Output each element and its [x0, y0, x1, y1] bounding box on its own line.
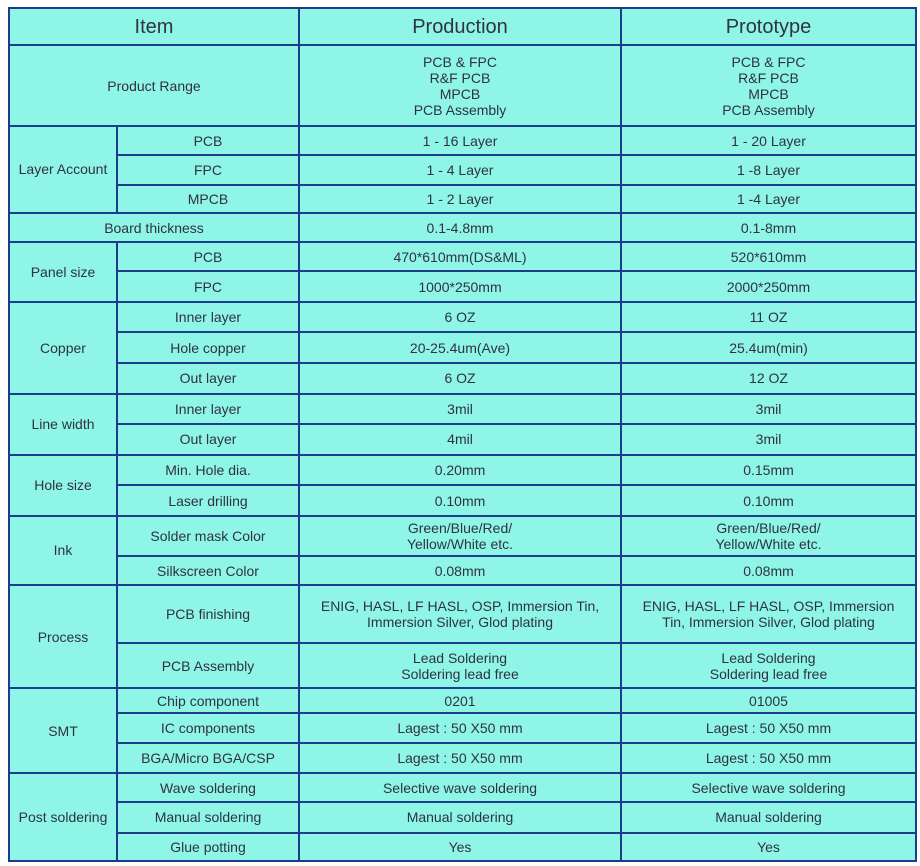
sub-item-label: Out layer	[117, 363, 299, 393]
prototype-value: 1 -4 Layer	[621, 185, 916, 213]
prototype-value: 12 OZ	[621, 363, 916, 393]
product-range-label: Product Range	[9, 45, 299, 126]
production-value: Yes	[299, 833, 621, 861]
prototype-value: Yes	[621, 833, 916, 861]
sub-item-label: Glue potting	[117, 833, 299, 861]
production-value: 20-25.4um(Ave)	[299, 332, 621, 363]
header-production: Production	[299, 8, 621, 45]
table-row	[9, 643, 916, 688]
prototype-value: 3mil	[621, 424, 916, 455]
prototype-value: Lagest : 50 X50 mm	[621, 743, 916, 773]
header-item: Item	[9, 8, 299, 45]
production-value: 0201	[299, 688, 621, 713]
production-value: 470*610mm(DS&ML)	[299, 242, 621, 271]
panel-size-label: Panel size	[9, 242, 117, 302]
production-value: 0.1-4.8mm	[299, 213, 621, 242]
prototype-value: 520*610mm	[621, 242, 916, 271]
production-value: 0.20mm	[299, 455, 621, 485]
production-value: Lagest : 50 X50 mm	[299, 743, 621, 773]
prototype-value: 0.1-8mm	[621, 213, 916, 242]
production-value: 4mil	[299, 424, 621, 455]
prototype-value: PCB & FPC R&F PCB MPCB PCB Assembly	[621, 45, 916, 126]
table-row	[9, 802, 916, 832]
board-thickness-label: Board thickness	[9, 213, 299, 242]
table-row	[9, 45, 916, 126]
table-row	[9, 455, 916, 485]
prototype-value: Selective wave soldering	[621, 773, 916, 802]
production-value: 1000*250mm	[299, 271, 621, 301]
layer-account-label: Layer Account	[9, 126, 117, 213]
production-value: Selective wave soldering	[299, 773, 621, 802]
prototype-value: Lagest : 50 X50 mm	[621, 713, 916, 742]
sub-item-label: Inner layer	[117, 394, 299, 424]
sub-item-label: BGA/Micro BGA/CSP	[117, 743, 299, 773]
sub-item-label: Chip component	[117, 688, 299, 713]
production-value: Green/Blue/Red/ Yellow/White etc.	[299, 516, 621, 556]
sub-item-label: Laser drilling	[117, 485, 299, 515]
header-row	[9, 8, 916, 45]
prototype-value: 0.10mm	[621, 485, 916, 515]
prototype-value: 3mil	[621, 394, 916, 424]
table-row	[9, 556, 916, 585]
prototype-value: 01005	[621, 688, 916, 713]
table-row	[9, 485, 916, 515]
table-row	[9, 213, 916, 242]
smt-label: SMT	[9, 688, 117, 773]
prototype-value: 0.15mm	[621, 455, 916, 485]
production-value: Manual soldering	[299, 802, 621, 832]
production-value: ENIG, HASL, LF HASL, OSP, Immersion Tin, Immersion Silver, Glod plating	[299, 585, 621, 643]
prototype-value: ENIG, HASL, LF HASL, OSP, Immersion Tin, Immersion Silver, Glod plating	[621, 585, 916, 643]
table-row	[9, 271, 916, 301]
sub-item-label: Manual soldering	[117, 802, 299, 832]
production-value: 0.10mm	[299, 485, 621, 515]
table-row	[9, 185, 916, 213]
prototype-value: 11 OZ	[621, 302, 916, 332]
prototype-value: 0.08mm	[621, 556, 916, 585]
table-row	[9, 688, 916, 713]
production-value: PCB & FPC R&F PCB MPCB PCB Assembly	[299, 45, 621, 126]
prototype-value: Manual soldering	[621, 802, 916, 832]
sub-item-label: PCB finishing	[117, 585, 299, 643]
table-row	[9, 302, 916, 332]
table-row	[9, 713, 916, 742]
prototype-value: Lead Soldering Soldering lead free	[621, 643, 916, 688]
table-row	[9, 332, 916, 363]
sub-item-label: FPC	[117, 155, 299, 184]
sub-item-label: Wave soldering	[117, 773, 299, 802]
table-row	[9, 424, 916, 455]
sub-item-label: PCB	[117, 242, 299, 271]
table-row	[9, 126, 916, 155]
hole-size-label: Hole size	[9, 455, 117, 516]
table-row	[9, 394, 916, 424]
production-value: 1 - 2 Layer	[299, 185, 621, 213]
process-label: Process	[9, 585, 117, 688]
production-value: 6 OZ	[299, 363, 621, 393]
production-value: 6 OZ	[299, 302, 621, 332]
table-row	[9, 773, 916, 802]
post-soldering-label: Post soldering	[9, 773, 117, 861]
prototype-value: 1 -8 Layer	[621, 155, 916, 184]
specification-table	[8, 7, 917, 862]
sub-item-label: Inner layer	[117, 302, 299, 332]
table-row	[9, 516, 916, 556]
table-row	[9, 242, 916, 271]
line-width-label: Line width	[9, 394, 117, 456]
sub-item-label: IC components	[117, 713, 299, 742]
production-value: Lagest : 50 X50 mm	[299, 713, 621, 742]
table-row	[9, 833, 916, 861]
production-value: 1 - 16 Layer	[299, 126, 621, 155]
table-row	[9, 743, 916, 773]
sub-item-label: Silkscreen Color	[117, 556, 299, 585]
table-row	[9, 155, 916, 184]
sub-item-label: Hole copper	[117, 332, 299, 363]
header-prototype: Prototype	[621, 8, 916, 45]
sub-item-label: PCB Assembly	[117, 643, 299, 688]
prototype-value: Green/Blue/Red/ Yellow/White etc.	[621, 516, 916, 556]
prototype-value: 1 - 20 Layer	[621, 126, 916, 155]
sub-item-label: Min. Hole dia.	[117, 455, 299, 485]
sub-item-label: MPCB	[117, 185, 299, 213]
sub-item-label: FPC	[117, 271, 299, 301]
production-value: 3mil	[299, 394, 621, 424]
table-row	[9, 363, 916, 393]
ink-label: Ink	[9, 516, 117, 586]
production-value: Lead Soldering Soldering lead free	[299, 643, 621, 688]
production-value: 0.08mm	[299, 556, 621, 585]
prototype-value: 25.4um(min)	[621, 332, 916, 363]
production-value: 1 - 4 Layer	[299, 155, 621, 184]
copper-label: Copper	[9, 302, 117, 394]
sub-item-label: PCB	[117, 126, 299, 155]
table-row	[9, 585, 916, 643]
sub-item-label: Out layer	[117, 424, 299, 455]
sub-item-label: Solder mask Color	[117, 516, 299, 556]
prototype-value: 2000*250mm	[621, 271, 916, 301]
